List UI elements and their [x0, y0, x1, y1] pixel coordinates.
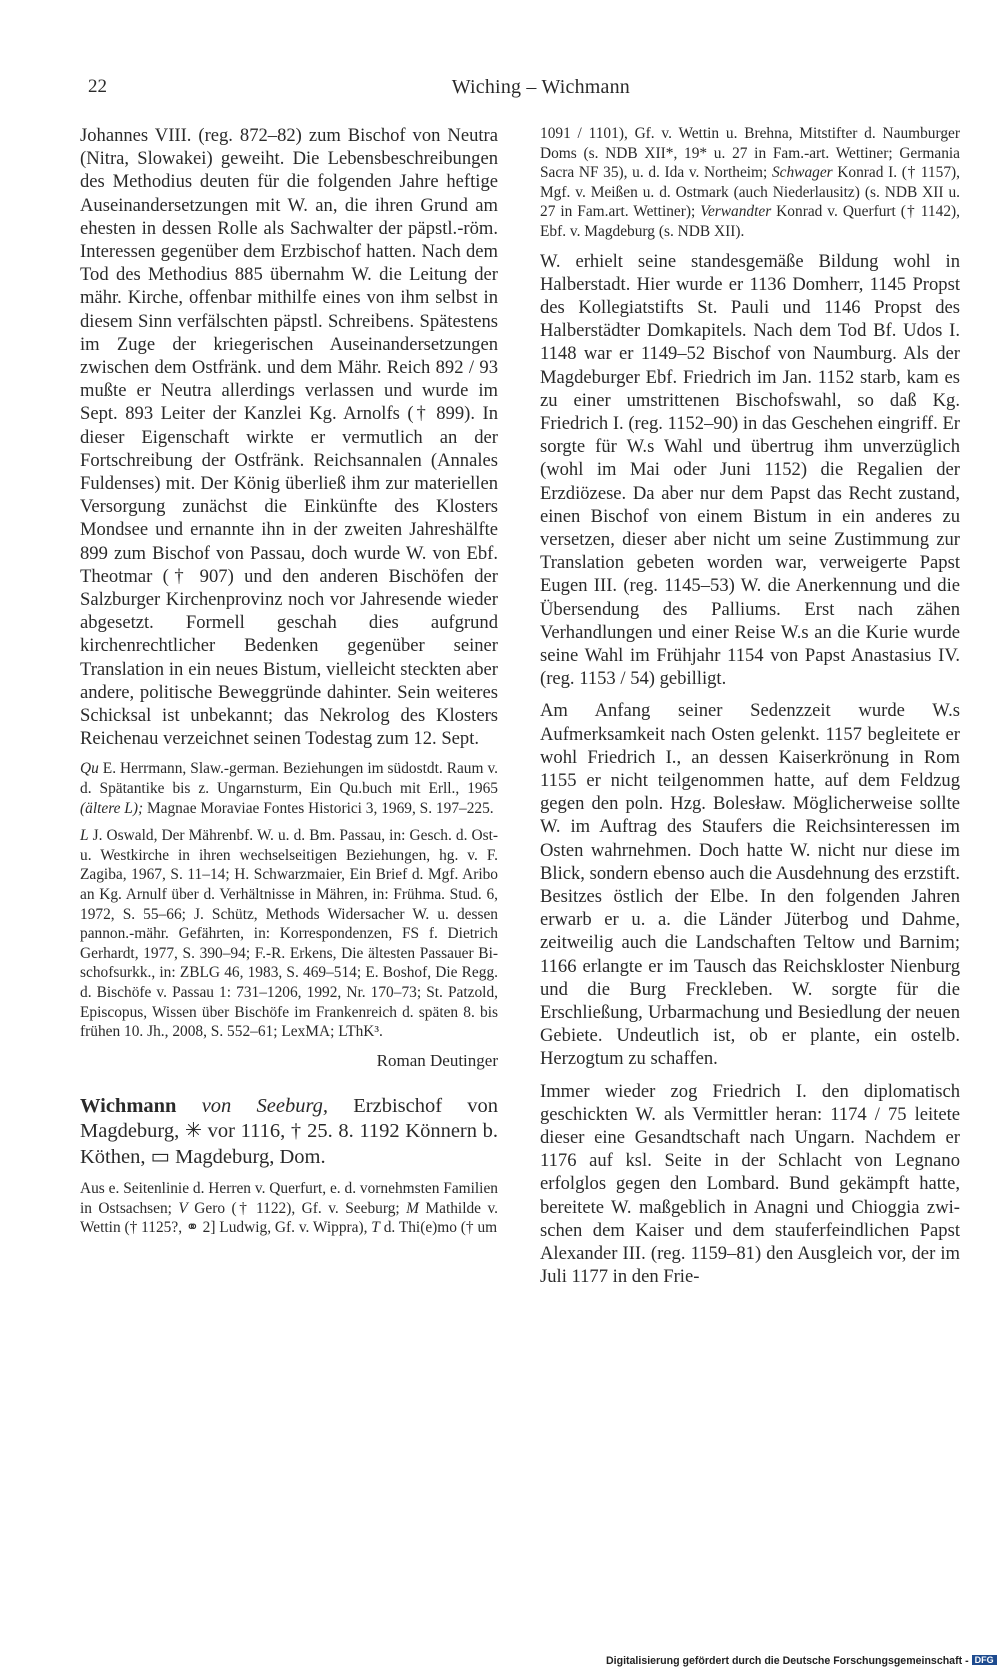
family-label-v: V	[178, 1199, 188, 1217]
family-text: Aus e. Seitenlinie d. Herren v. Querfurt, e. d. vornehmsten Familien in Ostsachsen;	[80, 1180, 498, 1217]
family-text: Gero († 1122), Gf. v. Seeburg;	[187, 1199, 407, 1217]
left-column	[80, 124, 498, 1246]
sources-label: Qu	[80, 760, 99, 778]
family-text: Mathilde v. Wettin († 1125?, ⚭ 2] Ludwig, Gf. v. Wippra),	[80, 1199, 499, 1237]
page-header	[88, 76, 630, 106]
family-label-m: M	[406, 1199, 419, 1217]
entry-name: Wichmann	[80, 1094, 177, 1117]
right-column	[540, 124, 960, 1298]
sources-text: E. Herrmann, Slaw.-german. Beziehungen im südostdt. Raum v. d. Spätantike bis z. Ungarnsturm, Ein Qu.buch mit Erll., 1965	[80, 760, 498, 798]
family-label-schwager: Schwager	[771, 164, 833, 182]
family-paragraph-continued	[540, 124, 960, 242]
family-paragraph	[80, 1179, 498, 1238]
family-text: 1091 / 1101), Gf. v. Wettin u. Brehna, Mitstifter d. Naumburger Doms (s. NDB XII*, 19* u. 27 in Fam.-art. Wettiner; Germania Sacra NF 35), u. d. Ida v. Northeim;	[540, 125, 960, 182]
sources-italic: (ältere L);	[80, 799, 144, 817]
family-text: Konrad I. († 1157), Mgf. v. Meißen u. d. Ostmark (auch Niederlausitz) (s. NDB XII u. 27 in Fam.art. Wettiner);	[540, 164, 960, 221]
paragraph-wiching-end: Johannes VIII. (reg. 872–82) zum Bischof von Neutra (Nitra, Slowakei) geweiht. Die Lebensbeschreibungen des Methodius deuten für die folgenden Jahre heftige Auseinandersetzungen mit W. an, die ihren Grund am ehesten in dessen Rolle als Sachwalter der päpstl.-röm. Interessen gegenüber dem Erzbischof hatten. Nach dem Tod des Methodius 885 übernahm W. die Leitung der mähr. Kirche, offenbar mithilfe eines von ihm selbst in diesem Sinn verfälschten päpstl. Schreibens. Spätestens im Zuge der kriegerischen Auseinandersetzungen zwischen dem Ostfränk. und dem Mähr. Reich 892 / 93 mußte er Neutra allerdings verlassen und wurde im Sept. 893 Leiter der Kanzlei Kg. Arnolfs († 899). In dieser Eigenschaft wirkte er vermutlich an der Fortschreibung der Ostfränk. Reichsannalen (Annales Fuldenses) mit. Der König überließ ihm zur materiellen Versorgung zunächst die Einkünfte des Klosters Mondsee und ernannte ihn in der zweiten Jahreshälfte 899 zum Bischof von Passau, doch wurde W. von Ebf. Theotmar († 907) und den anderen Bischöfen der Salzburger Kirchenprovinz noch vor Jahresende wieder abgesetzt. Formell geschah dies aufgrund kirchenrechtlicher Bedenken gegenüber seiner Translation in ein neues Bistum, vielleicht steckten aber andere, politische Beweggründe dahinter. Sein weiteres Schicksal ist unbekannt; das Nekrolog des Klosters Reichenau verzeichnet seinen Todestag zum 12. Sept.	[80, 125, 498, 750]
entry-dynasty: von Seeburg,	[201, 1094, 329, 1117]
running-title: Wiching – Wichmann	[451, 76, 630, 98]
footer-text: Digitalisierung gefördert durch die Deutsche Forschungsgemeinschaft -	[606, 1655, 969, 1667]
family-label-verwandter: Verwandter	[700, 203, 772, 221]
literature-label: L	[80, 827, 89, 845]
paragraph-east-policy: Am Anfang seiner Sedenzzeit wurde W.s Aufmerksamkeit nach Osten gelenkt. 1157 begleitete er wohl Friedrich I., an dessen Kaiserkrönung in Rom 1155 er nicht teilgenommen hatte, auf dem Feldzug gegen den poln. Hzg. Bolesław. Möglicherweise sollte W. im Auftrag des Staufers die Reichsinteressen im Osten wahrnehmen. Doch hatte W. nicht nur diese im Blick, sondern ebenso auch die Ausdehnung des erzstift. Besitzes östlich der Elbe. In den folgenden Jahren erwarb er u. a. die Länder Jüterbog und Dahme, zeitweilig auch die Landschaften Teltow und Barnim; 1166 erlangte er im Tausch das Reichskloster Nienburg und die Burg Freckleben. W. sorgte für die Erschließung, Urbarmachung und Besiedlung der neuen Gebiete. Undeutlich ist, ob er plante, ein ostelb. Herzogtum zu schaffen.	[540, 700, 960, 1070]
entry-details: Erzbischof von Magdeburg, ✳ vor 1116, † 25. 8. 1192 Könnern b. Köthen, ▭ Magdeburg, Dom.	[80, 1094, 499, 1168]
paragraph-education: W. erhielt seine standesgemäße Bildung wohl in Halberstadt. Hier wurde er 1136 Domherr, 1145 Propst des Kollegiatstifts St. Pauli und 1146 Propst des Halberstädter Domkapitels. Nach dem Tod Bf. Udos I. 1148 war er 1149–52 Bischof von Naumburg. Als der Magdeburger Ebf. Friedrich im Jan. 1152 starb, kam es zu einer umstrittenen Bischofswahl, so daß Kg. Friedrich I. (reg. 1152–90) in das Geschehen eingriff. Er sorgte für W.s Wahl und übertrug ihm unverzüglich (wohl im Mai oder Juni 1152) die Regalien der Erzdiözese. Da aber nur dem Papst das Recht zustand, einen Bischof von einem Bistum in ein anderes zu versetzen, dieser aber nicht um seine Zustimmung zur Translation gebeten worden war, verweigerte Papst Eugen III. (reg. 1145–53) W. die Anerkennung und die Übersendung des Palliums. Erst nach zähen Verhandlungen und einer Reise W.s an die Kurie wurde seine Wahl im Frühjahr 1154 von Papst Anastasius IV. (reg. 1153 / 54) gebilligt.	[540, 250, 960, 690]
sources-paragraph	[80, 759, 498, 818]
family-label-t: T	[371, 1219, 380, 1237]
literature-paragraph	[80, 826, 498, 1042]
paragraph-diplomacy: Immer wieder zog Friedrich I. den diplomatisch geschickten W. als Vermittler heran: 1174 / 75 leitete dieser eine Gesandtschaft nach Ungarn. Nachdem er 1176 auf ksl. Seite in der Schlacht von Legnano erfolglos gegen den Lombard. Bund gekämpft hatte, bereitete W. maßgeblich in Anagni und Chioggia zwischen dem Kaiser und dem stauferfeindlichen Papst Alexander III. (reg. 1159–81) den Ausgleich vor, der im Juli 1177 in den Frie-	[540, 1080, 960, 1288]
digitization-footer	[606, 1655, 996, 1671]
family-text: d. Thi(e)mo († um	[379, 1219, 498, 1237]
literature-text: J. Oswald, Der Mährenbf. W. u. d. Bm. Passau, in: Gesch. d. Ost- u. Westkirche in ihren wechselseitigen Beziehungen, hg. v. F. Zagiba, 1967, S. 11–14; H. Schwarzmaier, Ein Brief d. Mgf. Aribo an Kg. Arnulf über d. Verhältnisse in Mähren, in: Frühma. Stud. 6, 1972, S. 55–66; J. Schütz, Methods Widersacher W. u. dessen pannon.-mähr. Gefährten, in: Korrespondenzen, FS f. Dietrich Gerhardt, 1977, S. 390–94; F.-R. Erkens, Die ältesten Passauer Bischofsurkk., in: ZBLG 46, 1983, S. 469–514; E. Boshof, Die Regg. d. Bischöfe v. Passau 1: 731–1206, 1992, Nr. 170–73; St. Patzold, Episcopus, Wissen über Bischöfe im Frankenreich d. späten 8. bis frühen 10. Jh., 2008, S. 552–61; LexMA; LThK³.	[80, 827, 498, 1041]
sources-text-2: Magnae Moraviae Fontes Historici 3, 1969, S. 197–225.	[143, 799, 494, 817]
article-author: Roman Deutinger	[376, 1050, 498, 1070]
dfg-logo: DFG	[972, 1655, 997, 1665]
family-text: Konrad v. Querfurt († 1142), Ebf. v. Magdeburg (s. NDB XII).	[540, 203, 960, 240]
page-number: 22	[88, 76, 107, 97]
entry-heading	[80, 1094, 498, 1171]
